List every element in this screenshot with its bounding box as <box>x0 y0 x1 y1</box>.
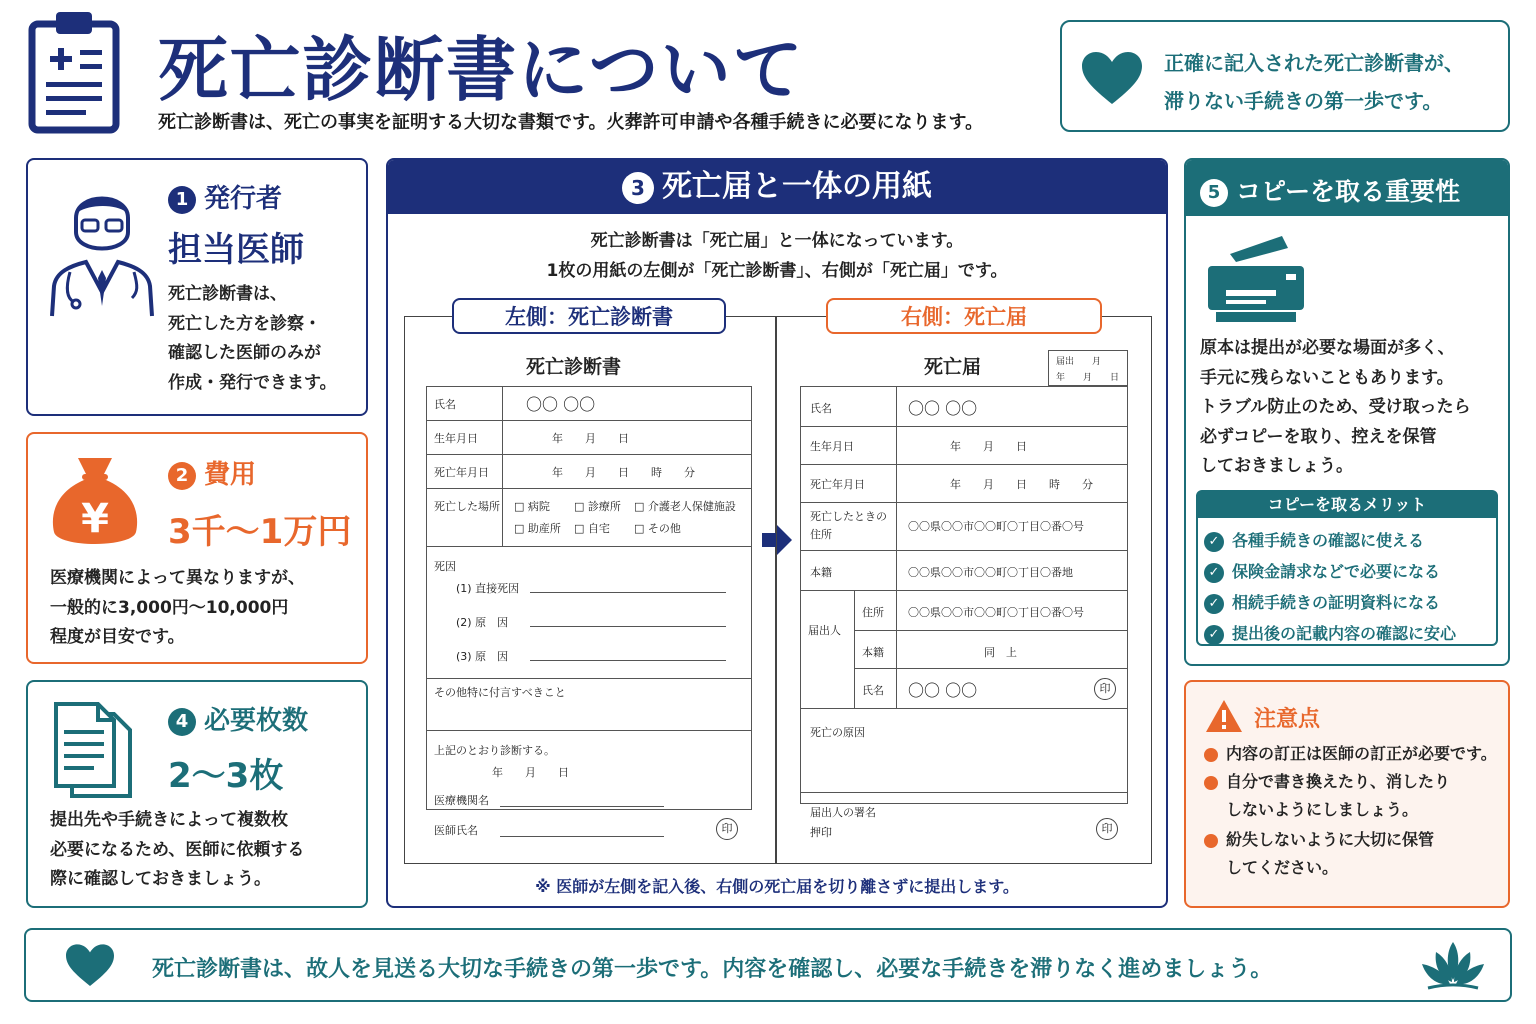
caution-card <box>1184 680 1510 908</box>
name-value: 〇〇 〇〇 <box>526 395 596 414</box>
cost-desc: 一般的に3,000円〜10,000円 <box>50 597 289 618</box>
copy-desc: トラブル防止のため、受け取ったら <box>1200 397 1471 417</box>
place-option: □ 自宅 <box>574 522 610 535</box>
form-desc: 死亡診断書は「死亡届」と一体になっています。 <box>590 231 964 251</box>
yen-glyph: ¥ <box>81 496 109 542</box>
check-icon: ✓ <box>1204 625 1224 645</box>
message-line-1: 正確に記入された死亡診断書が、 <box>1164 51 1464 75</box>
receipt-date: 年 月 日 <box>1056 373 1120 383</box>
form-panel <box>386 158 1168 908</box>
merits-title: コピーを取るメリット <box>1198 492 1496 518</box>
other-label: その他特に付言すべきこと <box>434 686 566 699</box>
documents-icon <box>50 700 140 800</box>
copies-desc: 必要になるため、医師に依頼する <box>50 839 305 860</box>
address-value: 〇〇県〇〇市〇〇町〇丁目〇番〇号 <box>908 520 1084 533</box>
copy-desc: 原本は提出が必要な場面が多く、 <box>1200 338 1455 358</box>
step-number: 3 <box>622 172 654 204</box>
issuer-desc: 作成・発行できます。 <box>168 372 337 393</box>
cost-desc: 程度が目安です。 <box>50 627 185 647</box>
footer-banner <box>24 928 1512 1002</box>
seal-mark: 印 <box>716 818 738 840</box>
bullet-icon <box>1204 776 1218 790</box>
informant-name-label: 氏名 <box>862 684 884 697</box>
issuer-card <box>26 158 368 416</box>
birth-value: 年 月 日 <box>950 440 1027 453</box>
footer-text: 死亡診断書は、故人を見送る大切な手続きの第一歩です。内容を確認し、必要な手続きを滞りなく進めましょう。 <box>152 957 1273 982</box>
doctor-icon <box>46 182 158 322</box>
issuer-value: 担当医師 <box>168 230 304 270</box>
birth-label: 生年月日 <box>810 440 854 453</box>
copies-desc: 際に確認しておきましょう。 <box>50 869 271 889</box>
place-option: □ その他 <box>634 522 681 535</box>
page-subtitle: 死亡診断書は、死亡の事実を証明する大切な書類です。火葬許可申請や各種手続きに必要になります。 <box>158 112 984 133</box>
form-note: ※ 医師が左側を記入後、右側の死亡届を切り離さずに提出します。 <box>535 877 1019 896</box>
form-desc: 1枚の用紙の左側が「死亡診断書」、右側が「死亡届」です。 <box>546 261 1008 281</box>
honseki-value: 〇〇県〇〇市〇〇町〇丁目〇番地 <box>908 566 1073 579</box>
cause-item: (3) 原 因 <box>456 650 509 663</box>
death-date-value: 年 月 日 時 分 <box>950 478 1093 491</box>
place-option: □ 病院 <box>514 500 550 513</box>
name-label: 氏名 <box>434 398 456 411</box>
copy-merits-box <box>1196 490 1498 646</box>
copies-desc: 提出先や手続きによって複数枚 <box>50 810 288 830</box>
copy-desc: 手元に残らないこともあります。 <box>1200 367 1454 388</box>
right-form-title: 死亡届 <box>924 356 982 378</box>
certify-date: 年 月 日 <box>492 766 569 779</box>
heart-icon <box>66 944 114 988</box>
message-line-2: 滞りない手続きの第一歩です。 <box>1164 89 1443 113</box>
seal-mark: 印 <box>1094 678 1116 700</box>
seal-label: 押印 <box>810 826 832 839</box>
birth-value: 年 月 日 <box>552 432 629 445</box>
death-date-label: 死亡年月日 <box>434 466 489 479</box>
issuer-desc: 死亡した方を診察・ <box>168 313 321 334</box>
money-bag-icon <box>50 452 140 552</box>
step-number: 5 <box>1200 179 1228 207</box>
issuer-title: 発行者 <box>204 184 283 214</box>
merit-item: ✓ 各種手続きの確認に使える <box>1204 528 1424 552</box>
step-number: 1 <box>168 186 196 214</box>
lotus-icon <box>1418 938 1488 994</box>
receipt-text: 届出 月 <box>1056 357 1102 367</box>
caution-item: 内容の訂正は医師の訂正が必要です。 <box>1204 740 1497 768</box>
caution-item: 紛失しないように大切に保管 してください。 <box>1204 826 1434 882</box>
death-date-label: 死亡年月日 <box>810 478 865 491</box>
cost-value: 3千〜1万円 <box>168 512 352 552</box>
institution-label: 医療機関名 <box>434 794 489 807</box>
death-date-value: 年 月 日 時 分 <box>552 466 695 479</box>
birth-label: 生年月日 <box>434 432 478 445</box>
informant-address-label: 住所 <box>862 606 884 619</box>
place-option: □ 助産所 <box>514 522 561 535</box>
cause-item: (2) 原 因 <box>456 616 509 629</box>
address-label: 死亡したときの住所 <box>810 510 887 541</box>
bullet-icon <box>1204 834 1218 848</box>
cost-title: 費用 <box>204 460 257 490</box>
certify-text: 上記のとおり診断する。 <box>434 744 555 757</box>
cost-desc: 医療機関によって異なりますが、 <box>50 568 305 588</box>
cause-label: 死因 <box>434 560 456 573</box>
cost-card <box>26 432 368 664</box>
copy-desc: しておきましょう。 <box>1200 456 1353 476</box>
step-number: 4 <box>168 708 196 736</box>
form-panel-title: 死亡届と一体の用紙 <box>662 169 932 204</box>
place-option: □ 介護老人保健施設 <box>634 500 736 513</box>
place-option: □ 診療所 <box>574 500 621 513</box>
doctor-name-label: 医師氏名 <box>434 824 478 837</box>
check-icon: ✓ <box>1204 563 1224 583</box>
issuer-desc: 確認した医師のみが <box>168 343 321 363</box>
copies-title: 必要枚数 <box>204 706 309 736</box>
copy-title: コピーを取る重要性 <box>1236 177 1461 206</box>
cause-item: (1) 直接死因 <box>456 582 520 595</box>
informant-honseki-label: 本籍 <box>862 646 884 659</box>
clipboard-icon <box>28 10 120 134</box>
copy-desc: 必ずコピーを取り、控えを保管 <box>1200 426 1437 447</box>
step-number: 2 <box>168 462 196 490</box>
reason-label: 死亡の原因 <box>810 726 865 739</box>
copies-card <box>26 680 368 908</box>
merit-item: ✓ 保険金請求などで必要になる <box>1204 559 1440 583</box>
heart-icon <box>1082 52 1142 106</box>
copier-icon <box>1202 232 1312 324</box>
left-side-label: 左側：死亡診断書 <box>452 298 726 334</box>
issuer-desc: 死亡診断書は、 <box>168 284 287 304</box>
check-icon: ✓ <box>1204 532 1224 552</box>
message-box <box>1060 20 1510 132</box>
caution-item: 自分で書き換えたり、消したり しないようにしましょう。 <box>1204 768 1450 824</box>
name-value: 〇〇 〇〇 <box>908 399 978 418</box>
page-title: 死亡診断書について <box>158 29 805 111</box>
caution-title: 注意点 <box>1254 707 1321 732</box>
informant-address-value: 〇〇県〇〇市〇〇町〇丁目〇番〇号 <box>908 606 1084 619</box>
merit-item: ✓ 提出後の記載内容の確認に安心 <box>1204 621 1456 645</box>
informant-name-value: 〇〇 〇〇 <box>908 681 978 700</box>
bullet-icon <box>1204 748 1218 762</box>
right-side-label: 右側：死亡届 <box>826 298 1102 334</box>
warning-icon <box>1204 698 1244 734</box>
honseki-label: 本籍 <box>810 566 832 579</box>
place-label: 死亡した場所 <box>434 500 500 513</box>
informant-label: 届出人 <box>808 624 841 637</box>
signature-label: 届出人の署名 <box>810 806 876 819</box>
left-form-title: 死亡診断書 <box>526 356 622 378</box>
merit-item: ✓ 相続手続きの証明資料になる <box>1204 590 1440 614</box>
name-label: 氏名 <box>810 402 832 415</box>
check-icon: ✓ <box>1204 594 1224 614</box>
informant-honseki-value: 同 上 <box>984 646 1017 659</box>
copies-value: 2〜3枚 <box>168 756 284 796</box>
seal-mark: 印 <box>1096 818 1118 840</box>
